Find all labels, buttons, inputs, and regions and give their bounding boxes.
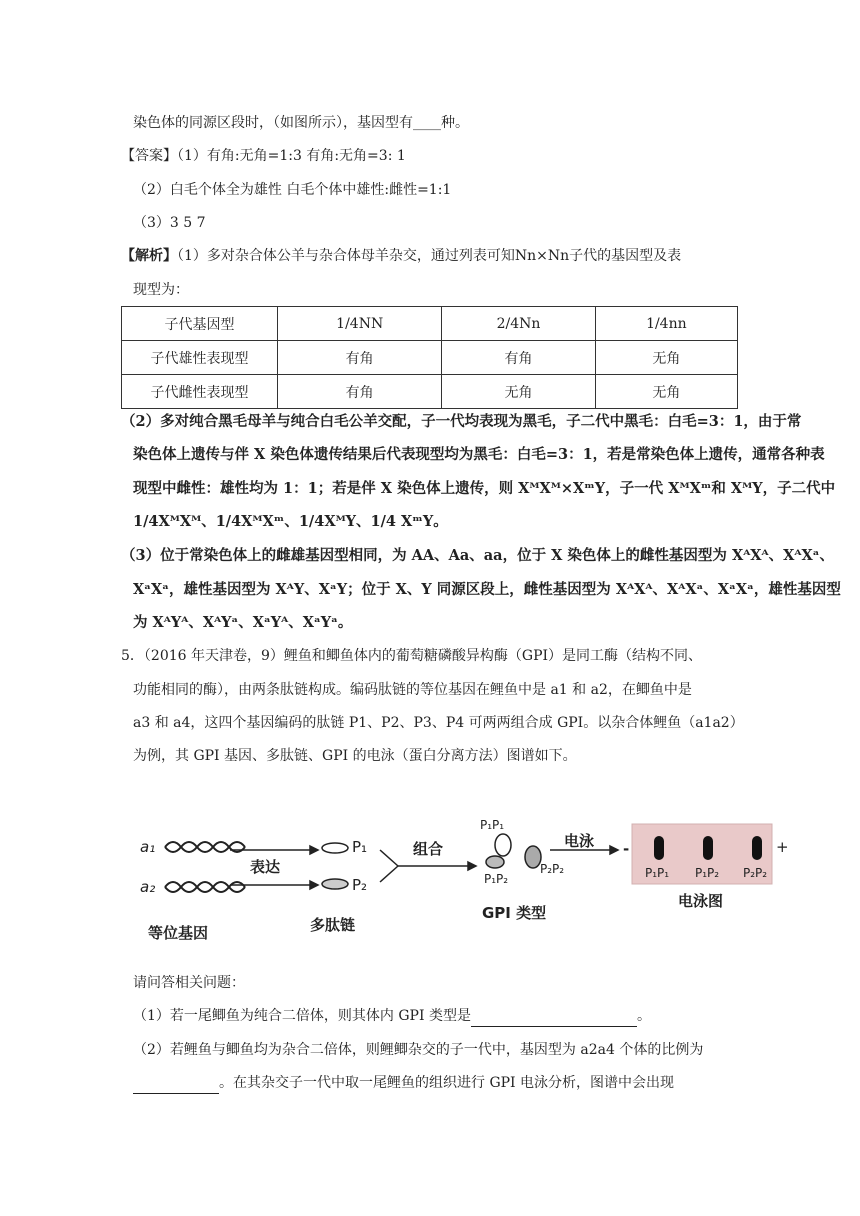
analysis-label: 【解析】 <box>121 248 177 264</box>
gpi-p2p2-icon <box>525 846 541 868</box>
answer-blank-2[interactable] <box>133 1073 219 1094</box>
table-cell: 有角 <box>278 341 442 375</box>
gpi-figure <box>130 810 790 955</box>
table-cell: 无角 <box>595 341 737 375</box>
allele-a1-label: a₁ <box>140 838 156 856</box>
allele-a2-label: a₂ <box>140 878 156 896</box>
caption-gpi: GPI 类型 <box>482 904 547 922</box>
answer-3: （3）3 5 7 <box>133 215 206 231</box>
table-cell: 有角 <box>278 375 442 409</box>
answer-label: 【答案】 <box>121 148 177 164</box>
analysis-2c: 现型中雌性：雄性均为 1：1；若是伴 X 染色体上遗传，则 XᴹXᴹ×XᵐY，子一代 XᴹXᵐ和 XᴹY，子二代中 <box>133 480 836 497</box>
band-p2p2 <box>752 836 762 860</box>
caption-allele: 等位基因 <box>148 924 209 942</box>
peptide-p1-icon <box>322 843 348 853</box>
analysis-2d: 1/4XᴹXᴹ、1/4XᴹXᵐ、1/4XᴹY、1/4 XᵐY。 <box>133 513 448 530</box>
sub-question-2-tail: 。在其杂交子一代中取一尾鲤鱼的组织进行 GPI 电泳分析，图谱中会出现 <box>219 1075 675 1091</box>
table-cell: 无角 <box>442 375 595 409</box>
analysis-3c: 为 XᴬYᴬ、XᴬYᵃ、XᵃYᴬ、XᵃYᵃ。 <box>133 614 353 631</box>
answer-blank-1[interactable] <box>471 1006 637 1027</box>
table-cell: 1/4NN <box>278 307 442 341</box>
ask-line: 请问答相关问题： <box>133 975 245 991</box>
sub-question-1-text: （1）若一尾鲫鱼为纯合二倍体，则其体内 GPI 类型是 <box>133 1008 471 1024</box>
answer-2: （2）白毛个体全为雄性 白毛个体中雄性:雌性=1:1 <box>133 182 452 198</box>
table-row <box>122 341 738 375</box>
analysis-2a: （2）多对纯合黑毛母羊与纯合白毛公羊交配，子一代均表现为黑毛，子二代中黑毛：白毛=3：1，由于常 <box>121 413 802 430</box>
gpi-p1p2-icon <box>486 856 504 868</box>
question-5b: 功能相同的酶），由两条肽链构成。编码肽链的等位基因在鲤鱼中是 a1 和 a2，在鲫鱼中是 <box>133 682 692 698</box>
analysis-heading <box>121 246 681 266</box>
table-cell: 子代雄性表现型 <box>122 341 278 375</box>
sub-question-1 <box>133 1006 651 1027</box>
combine-label: 组合 <box>413 840 444 858</box>
analysis-1b: 现型为： <box>133 282 189 298</box>
genotype-table <box>121 306 738 409</box>
minus-sign: - <box>623 840 630 858</box>
answer-1: （1）有角:无角=1:3 有角:无角=3: 1 <box>177 148 406 164</box>
question-5c: a3 和 a4，这四个基因编码的肽链 P1、P2、P3、P4 可两两组合成 GPI。以杂合体鲤鱼（a1a2） <box>133 715 744 731</box>
p2-label: P₂ <box>352 876 368 894</box>
caption-electro: 电泳图 <box>678 892 724 910</box>
caption-peptide: 多肽链 <box>310 916 356 934</box>
band-p1p1 <box>654 836 664 860</box>
sub-question-2-cont <box>133 1073 674 1094</box>
gpi-p1p1-label: P₁P₁ <box>480 818 505 832</box>
table-row <box>122 375 738 409</box>
gpi-p1p2-label: P₁P₂ <box>484 872 509 886</box>
electro-label: 电泳 <box>564 832 595 850</box>
sub-question-1-end: 。 <box>636 1008 651 1024</box>
sub-question-2: （2）若鲤鱼与鲫鱼均为杂合二倍体，则鲤鲫杂交的子一代中，基因型为 a2a4 个体的比例为 <box>133 1042 704 1058</box>
p1-label: P₁ <box>352 838 368 856</box>
dna-a2-icon <box>165 882 245 892</box>
peptide-p2-icon <box>322 879 348 889</box>
analysis-1: （1）多对杂合体公羊与杂合体母羊杂交，通过列表可知Nn×Nn子代的基因型及表 <box>177 248 682 264</box>
table-cell: 有角 <box>442 341 595 375</box>
figure-graphics <box>130 810 790 955</box>
band-p1p2 <box>703 836 713 860</box>
band-label-3: P₂P₂ <box>743 866 768 880</box>
table-row <box>122 307 738 341</box>
band-label-1: P₁P₁ <box>645 866 670 880</box>
band-label-2: P₁P₂ <box>695 866 720 880</box>
analysis-3b: XᵃXᵃ，雄性基因型为 XᴬY、XᵃY；位于 X、Y 同源区段上，雌性基因型为 XᴬXᴬ、XᴬXᵃ、XᵃXᵃ，雄性基因型 <box>133 581 841 598</box>
analysis-2b: 染色体上遗传与伴 X 染色体遗传结果后代表现型均为黑毛：白毛=3：1，若是常染色体上遗传，通常各种表 <box>133 446 825 463</box>
table-cell: 1/4nn <box>595 307 737 341</box>
plus-sign: + <box>776 838 789 856</box>
gpi-p1p1-icon <box>495 834 511 856</box>
table-cell: 子代雌性表现型 <box>122 375 278 409</box>
gpi-p2p2-label: P₂P₂ <box>540 862 565 876</box>
express-label: 表达 <box>250 858 281 876</box>
table-cell: 2/4Nn <box>442 307 595 341</box>
table-cell: 子代基因型 <box>122 307 278 341</box>
question-5a: 5．（2016 年天津卷，9）鲤鱼和鲫鱼体内的葡萄糖磷酸异构酶（GPI）是同工酶（结构不同、 <box>121 648 703 664</box>
analysis-3a: （3）位于常染色体上的雌雄基因型相同，为 AA、Aa、aa，位于 X 染色体上的雌性基因型为 XᴬXᴬ、XᴬXᵃ、 <box>121 547 834 564</box>
table-cell: 无角 <box>595 375 737 409</box>
text-line: 染色体的同源区段时，（如图所示），基因型有____种。 <box>133 115 469 131</box>
question-5d: 为例，其 GPI 基因、多肽链、GPI 的电泳（蛋白分离方法）图谱如下。 <box>133 748 577 764</box>
answer-heading <box>121 146 406 166</box>
